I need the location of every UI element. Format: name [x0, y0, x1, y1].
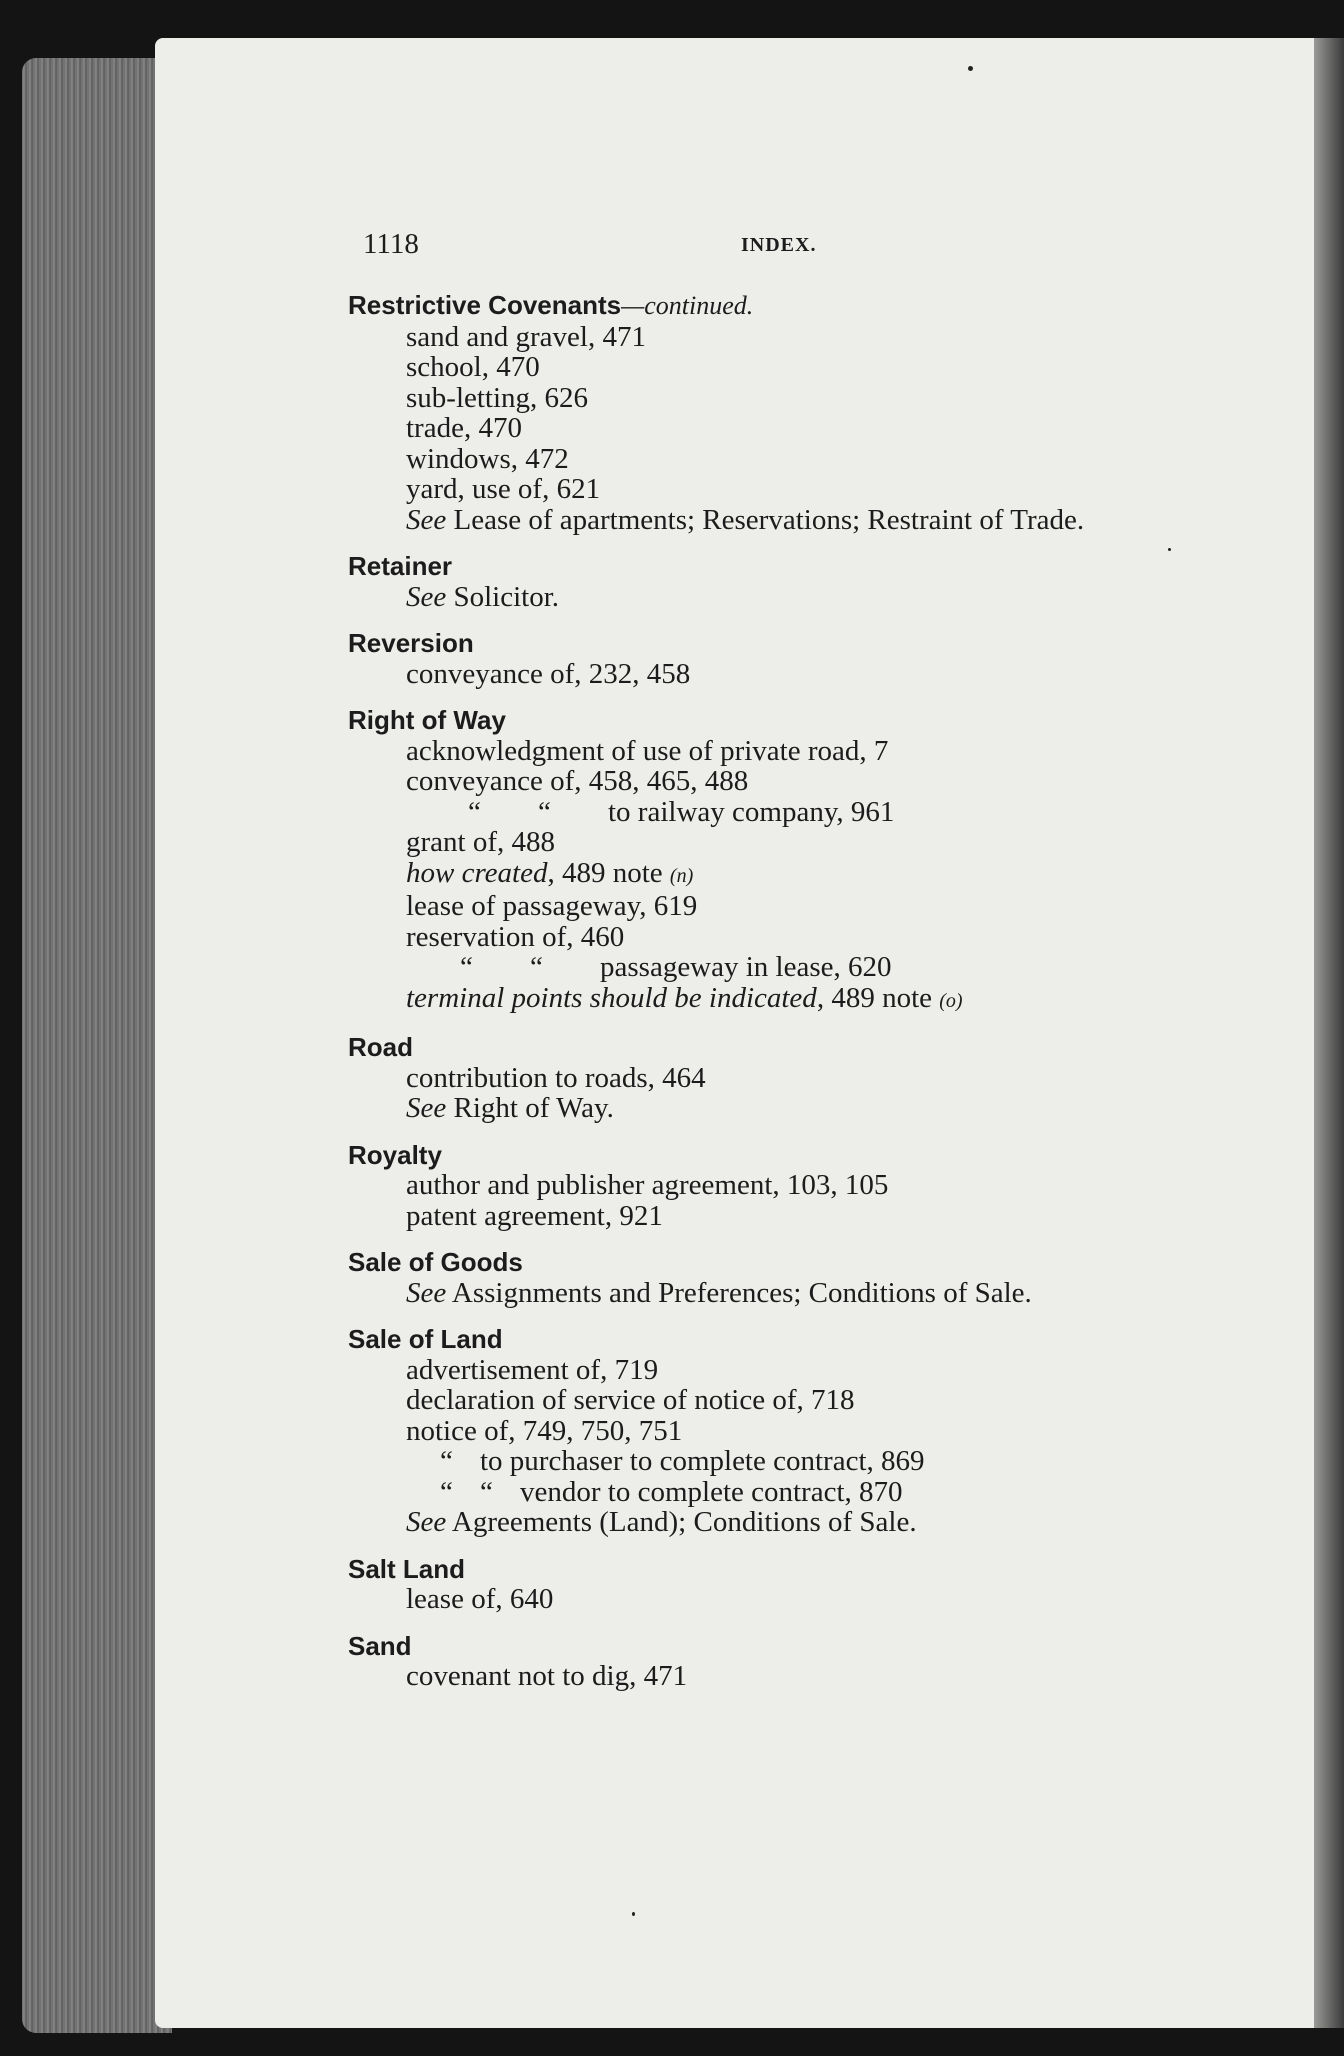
entry-heading [348, 705, 1248, 736]
entry-line-text: reservation of, 460 [406, 920, 625, 953]
entry-line [348, 922, 1248, 953]
ditto-mark: “ [538, 795, 551, 828]
entry-line-text: acknowledgment of use of private road, 7 [406, 734, 889, 767]
index-entry [348, 290, 1248, 535]
entry-heading [348, 1247, 1248, 1278]
entry-line-text: covenant not to dig, 471 [406, 1660, 688, 1692]
ditto-mark: “ [460, 951, 473, 983]
see-reference: See [406, 1276, 447, 1309]
entry-heading [348, 551, 1248, 582]
entry-line-text: Solicitor. [446, 580, 560, 613]
entry-line-text: lease of passageway, 619 [406, 890, 698, 922]
entry-line-text: passageway in lease, 620 [600, 951, 892, 983]
entry-line [348, 858, 1248, 892]
entry-heading-text: Reversion [348, 628, 474, 658]
entry-line [348, 1278, 1248, 1309]
entry-heading [348, 628, 1248, 659]
entry-line-text: sub-letting, 626 [406, 381, 589, 414]
entry-heading-text: Sale of Goods [348, 1247, 523, 1277]
entry-line [348, 352, 1248, 383]
entry-line [348, 797, 1248, 828]
see-reference: See [406, 1506, 447, 1538]
index-entries [348, 290, 1248, 1708]
entry-line [348, 582, 1248, 613]
entry-line [348, 444, 1248, 475]
entry-line [348, 1355, 1248, 1386]
index-entry [348, 1032, 1248, 1124]
index-entry [348, 1247, 1248, 1308]
see-reference: See [406, 503, 447, 536]
entry-line [348, 1661, 1248, 1692]
entry-line-text: author and publisher agreement, 103, 105 [406, 1169, 889, 1201]
entry-heading [348, 1554, 1248, 1585]
entry-line-text: windows, 472 [406, 442, 569, 475]
index-entry [348, 1554, 1248, 1615]
entry-line-text: Lease of apartments; Reservations; Restraint of Trade. [446, 503, 1085, 536]
entry-line-text: contribution to roads, 464 [406, 1061, 706, 1094]
entry-line [348, 1201, 1248, 1232]
entry-line-text: , 489 note [816, 981, 940, 1014]
entry-heading [348, 1324, 1248, 1355]
entry-line [348, 1446, 1248, 1477]
entry-heading-text: Right of Way [348, 705, 506, 735]
entry-line [348, 1477, 1248, 1508]
index-entry [348, 1324, 1248, 1538]
ditto-mark: “ [480, 1475, 493, 1508]
italic-subentry: terminal points should be indicated [406, 981, 817, 1014]
entry-line [348, 736, 1248, 767]
ditto-mark: “ [468, 795, 481, 828]
entry-line-text: vendor to complete contract, 870 [520, 1475, 903, 1508]
entry-line-text: Assignments and Preferences; Conditions of Sale. [446, 1276, 1032, 1309]
running-head: INDEX. [741, 234, 817, 256]
entry-line [348, 766, 1248, 797]
ditto-mark: “ [440, 1445, 453, 1477]
entry-line [348, 1507, 1248, 1538]
entry-line-text: lease of, 640 [406, 1583, 554, 1615]
entry-line-text: conveyance of, 232, 458 [406, 657, 691, 690]
entry-line [348, 827, 1248, 858]
entry-heading-text: Restrictive Covenants [348, 290, 622, 320]
entry-line [348, 1170, 1248, 1201]
index-entry [348, 1631, 1248, 1692]
see-reference: See [406, 1092, 447, 1124]
entry-heading-text: Sand [348, 1630, 412, 1661]
entry-line-text: trade, 470 [406, 412, 522, 444]
entry-line-text: Agreements (Land); Conditions of Sale. [446, 1506, 917, 1538]
index-entry [348, 705, 1248, 1016]
ditto-mark: “ [530, 951, 543, 983]
entry-heading-text: Royalty [348, 1139, 442, 1170]
continued-marker: —continued. [621, 291, 754, 320]
entry-line [348, 474, 1248, 505]
entry-line [348, 659, 1248, 690]
dust-speck [968, 66, 973, 71]
entry-line-text: to purchaser to complete contract, 869 [480, 1445, 925, 1477]
entry-line [348, 1093, 1248, 1124]
index-entry [348, 1140, 1248, 1232]
entry-line [348, 1416, 1248, 1447]
entry-line [348, 1584, 1248, 1615]
entry-line-text: advertisement of, 719 [406, 1353, 659, 1386]
entry-line-text: conveyance of, 458, 465, 488 [406, 765, 749, 797]
entry-heading [348, 1631, 1248, 1662]
entry-line [348, 322, 1248, 353]
entry-heading-text: Retainer [348, 551, 453, 581]
note-letter: (n) [669, 864, 694, 887]
page-number: 1118 [363, 228, 419, 260]
entry-line [348, 1385, 1248, 1416]
entry-line-text: to railway company, 961 [608, 795, 895, 828]
entry-line [348, 1063, 1248, 1094]
entry-line-text: sand and gravel, 471 [406, 320, 646, 353]
entry-line [348, 505, 1248, 536]
entry-line [348, 952, 1248, 983]
entry-line-text: declaration of service of notice of, 718 [406, 1384, 855, 1416]
entry-line-text: grant of, 488 [406, 826, 555, 858]
entry-line-text: yard, use of, 621 [406, 473, 601, 505]
entry-line [348, 983, 1248, 1017]
entry-heading [348, 290, 1248, 322]
entry-line-text: , 489 note [547, 856, 670, 889]
entry-line [348, 891, 1248, 922]
entry-line-text: school, 470 [406, 351, 540, 383]
entry-heading [348, 1032, 1248, 1063]
entry-line [348, 413, 1248, 444]
ditto-mark: “ [440, 1475, 453, 1508]
entry-heading [348, 1140, 1248, 1171]
entry-heading-text: Road [348, 1032, 413, 1062]
entry-line-text: Right of Way. [446, 1092, 614, 1124]
entry-heading-text: Sale of Land [348, 1324, 503, 1354]
italic-subentry: how created [406, 856, 548, 889]
note-letter: (o) [939, 989, 963, 1012]
entry-heading-text: Salt Land [348, 1553, 466, 1584]
dust-speck [632, 1912, 635, 1916]
index-entry [348, 628, 1248, 689]
entry-line [348, 383, 1248, 414]
see-reference: See [406, 580, 447, 613]
dust-speck [1168, 548, 1171, 551]
index-entry [348, 551, 1248, 612]
entry-line-text: patent agreement, 921 [406, 1199, 663, 1232]
entry-line-text: notice of, 749, 750, 751 [406, 1414, 683, 1447]
